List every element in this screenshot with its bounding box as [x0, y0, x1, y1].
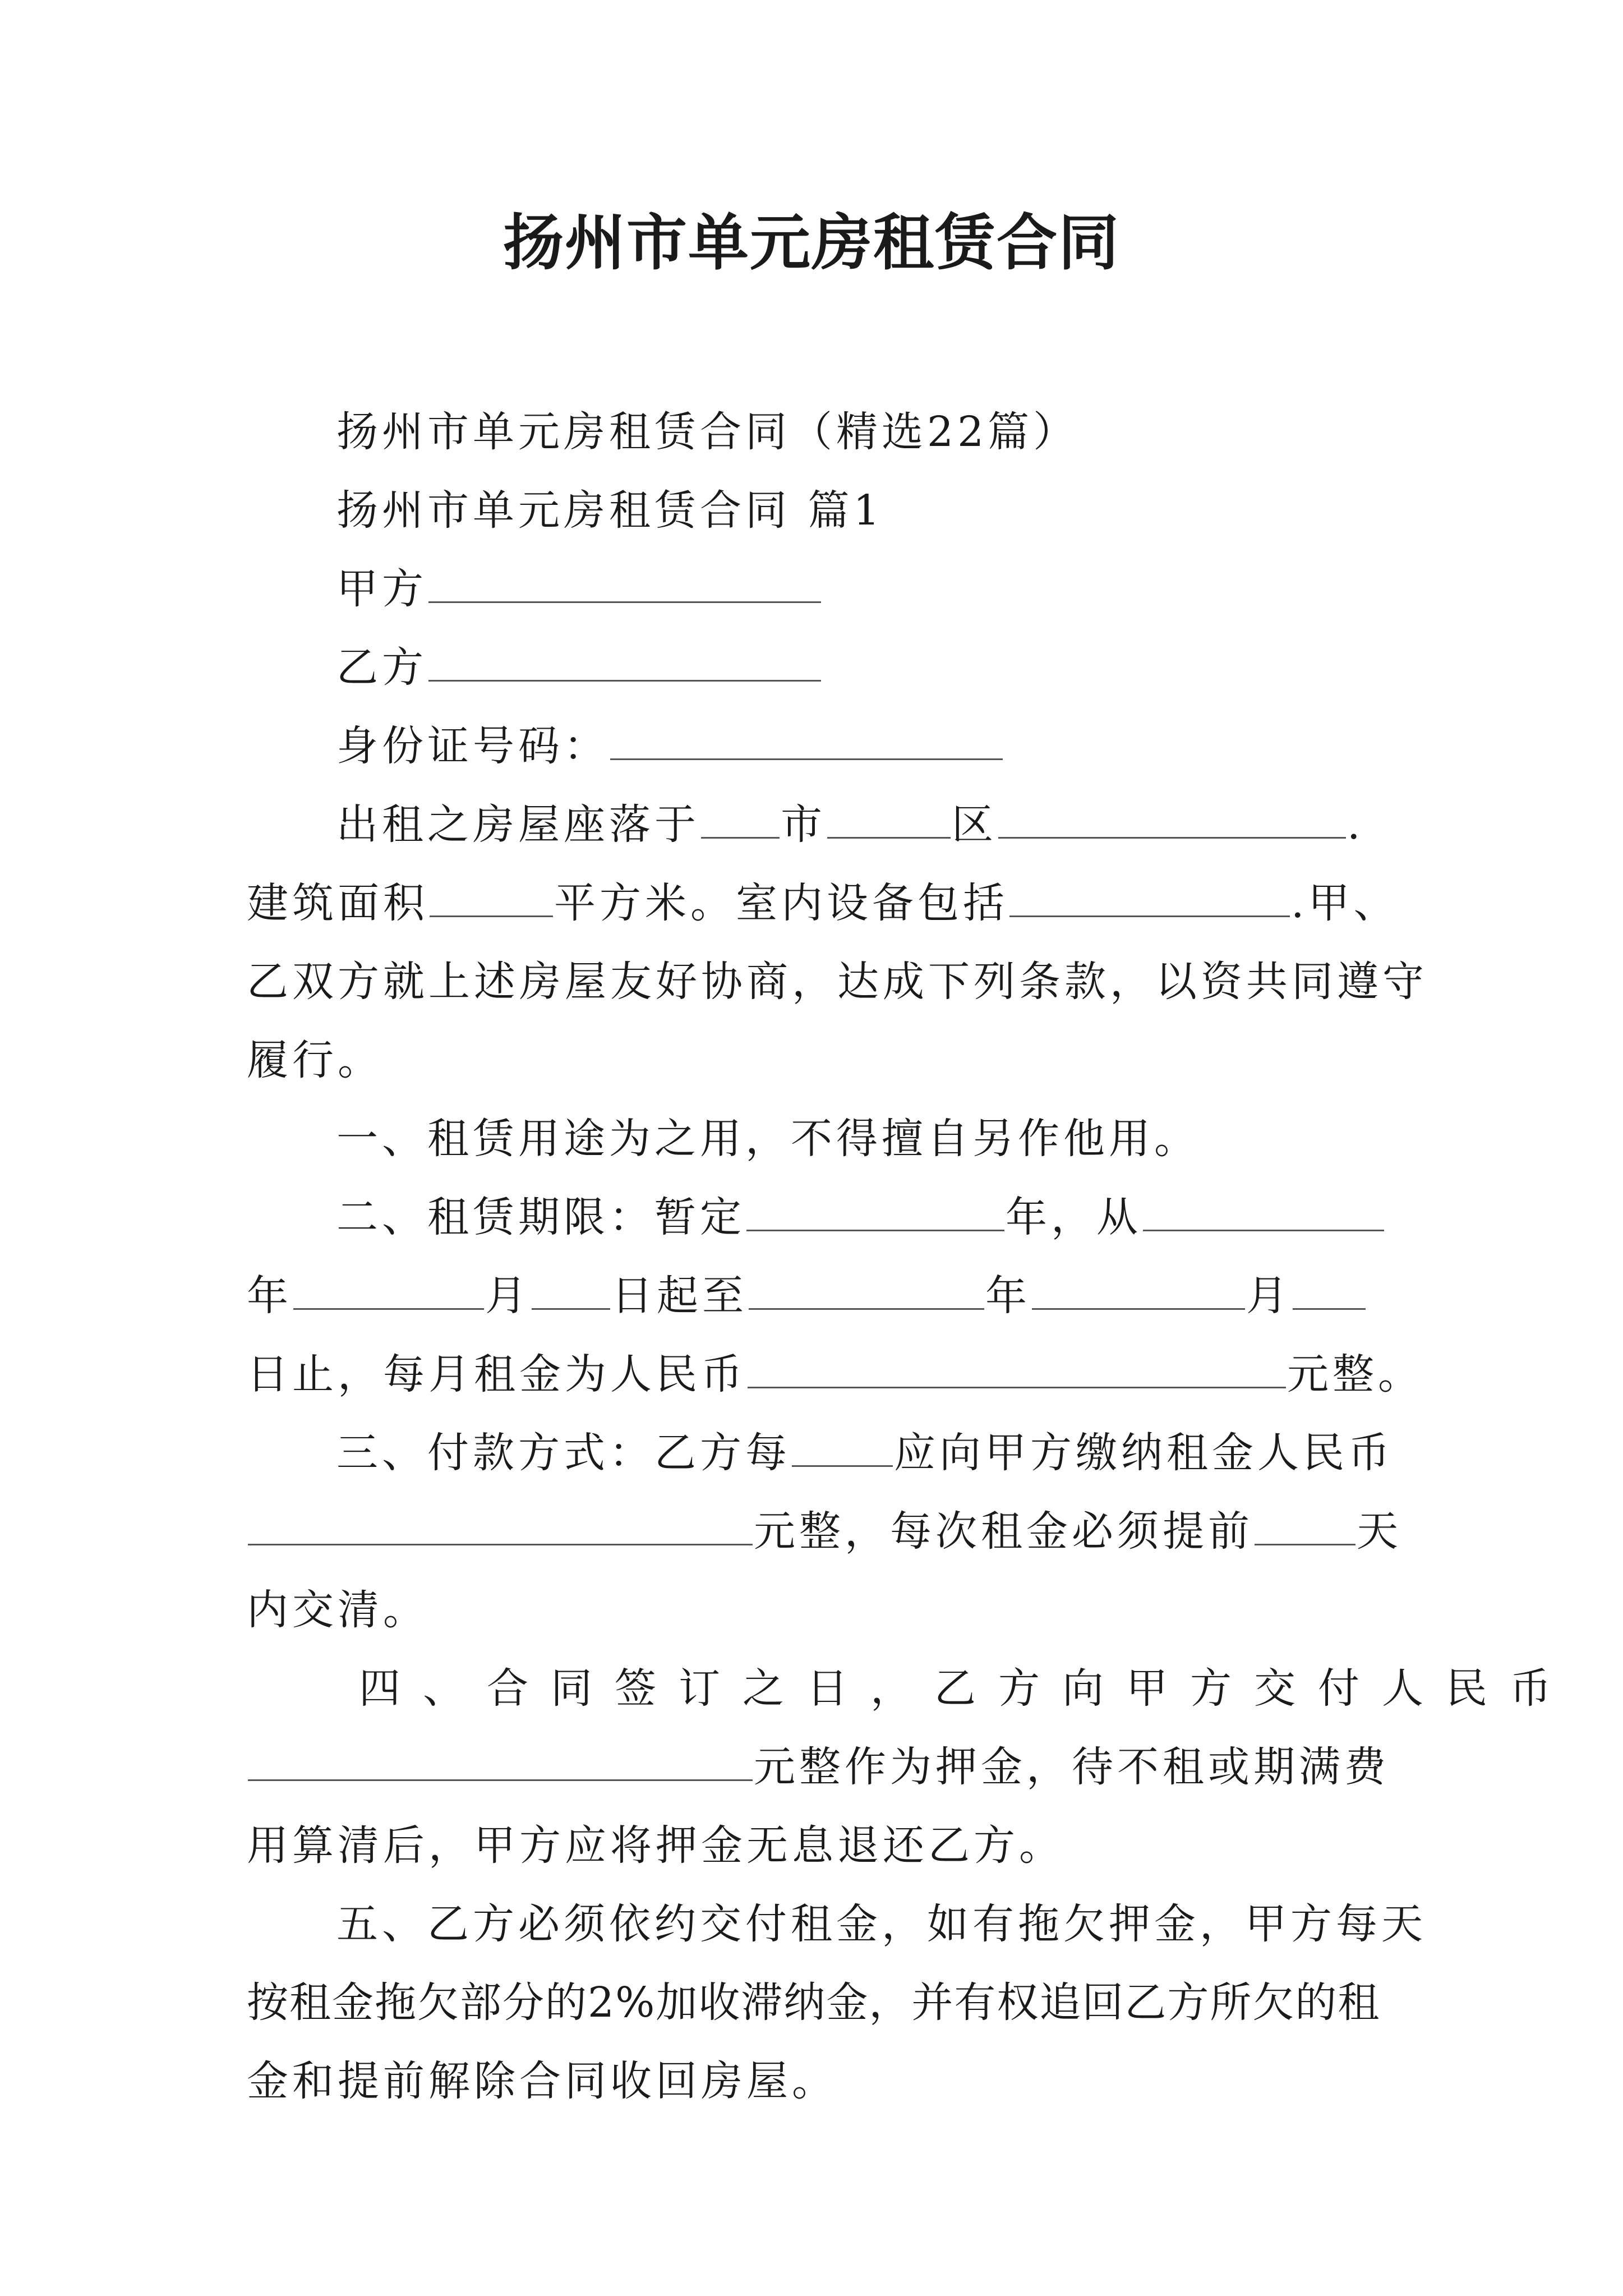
- monthly-rent-text: 日止，每月租金为人民币: [247, 1350, 746, 1398]
- location-text: 出租之房屋座落于: [336, 800, 700, 849]
- section-heading: 扬州市单元房租赁合同 篇1: [336, 486, 884, 535]
- clause-5-line-3: 金和提前解除合同收回房屋。: [247, 2057, 837, 2105]
- end-day-blank: [1293, 1268, 1366, 1310]
- clause-2-text: 二、租赁期限：暂定: [336, 1193, 745, 1241]
- clause-2-from: 年，从: [1006, 1193, 1142, 1241]
- clause-4-line-3: 用算清后，甲方应将押金无息退还乙方。: [247, 1821, 1064, 1870]
- clause-5-line-2: 按租金拖欠部分的2%加收滞纳金，并有权追回乙方所欠的租: [247, 1978, 1381, 2027]
- monthly-rent-blank: [748, 1346, 1286, 1388]
- area-unit-text: 平方米。室内设备包括: [554, 879, 1008, 927]
- month-label: 月: [485, 1272, 531, 1320]
- deposit-blank: [248, 1739, 753, 1781]
- days-label: 天: [1357, 1507, 1402, 1556]
- rent-amount-blank: [248, 1503, 753, 1545]
- city-blank: [701, 797, 780, 839]
- lease-term-blank: [746, 1189, 1004, 1231]
- location-line-3: 乙双方就上述房屋友好协商，达成下列条款，以资共同遵守: [247, 958, 1428, 1006]
- id-number-blank: [610, 718, 1003, 760]
- location-line-2: [247, 872, 1399, 934]
- location-tail: .甲、: [1291, 879, 1399, 927]
- clause-2-line-1: [336, 1186, 1385, 1248]
- payment-period-blank: [792, 1425, 893, 1467]
- document-title: 扬州市单元房租赁合同: [502, 208, 1120, 278]
- party-b-label: 乙方: [336, 643, 427, 692]
- equipment-blank: [1009, 875, 1290, 917]
- year-label-2: 年: [985, 1272, 1031, 1320]
- location-line-4: 履行。: [247, 1036, 383, 1084]
- clause-1: 一、租赁用途为之用，不得擅自另作他用。: [336, 1115, 1200, 1163]
- party-b-line: [336, 637, 822, 698]
- clause-3-text-2: 应向甲方缴纳租金人民币: [894, 1429, 1394, 1477]
- start-month-blank: [293, 1268, 484, 1310]
- yuan-label: 元整。: [1287, 1350, 1423, 1398]
- end-year-blank: [749, 1268, 984, 1310]
- clause-3-line-2: [247, 1501, 1402, 1562]
- clause-3-text: 三、付款方式：乙方每: [336, 1429, 791, 1477]
- intro-title: 扬州市单元房租赁合同（精选22篇）: [336, 408, 1079, 456]
- party-a-line: [336, 558, 822, 620]
- end-month-blank: [1032, 1268, 1245, 1310]
- clause-5-line-1: 五、乙方必须依约交付租金，如有拖欠押金，甲方每天: [336, 1900, 1427, 1948]
- clause-3-text-3: 元整，每次租金必须提前: [754, 1507, 1253, 1556]
- location-dot: .: [1347, 800, 1364, 849]
- start-day-blank: [532, 1268, 610, 1310]
- clause-4-line-1: 四、合同签订之日，乙方向甲方交付人民币: [359, 1664, 1574, 1713]
- district-label: 区: [952, 800, 997, 849]
- year-label: 年: [247, 1272, 292, 1320]
- party-a-blank: [428, 561, 821, 603]
- party-b-blank: [428, 639, 821, 682]
- day-from-label: 日起至: [611, 1272, 748, 1320]
- clause-2-line-2: [247, 1265, 1367, 1327]
- location-line-1: [336, 794, 1364, 855]
- clause-3-line-1: [336, 1422, 1394, 1484]
- id-number-label: 身份证号码：: [336, 722, 609, 770]
- city-label: 市: [781, 800, 826, 849]
- area-label: 建筑面积: [247, 879, 428, 927]
- area-blank: [430, 875, 553, 917]
- start-year-blank: [1143, 1189, 1384, 1231]
- clause-4-line-2: [247, 1736, 1390, 1798]
- month-label-2: 月: [1246, 1272, 1292, 1320]
- address-blank: [998, 797, 1346, 839]
- clause-3-line-3: 内交清。: [247, 1586, 428, 1634]
- clause-2-line-3: [247, 1343, 1423, 1405]
- id-number-line: [336, 715, 1004, 777]
- district-blank: [827, 797, 951, 839]
- party-a-label: 甲方: [336, 565, 427, 613]
- advance-days-blank: [1255, 1503, 1355, 1545]
- clause-4-text-2: 元整作为押金，待不租或期满费: [754, 1743, 1390, 1791]
